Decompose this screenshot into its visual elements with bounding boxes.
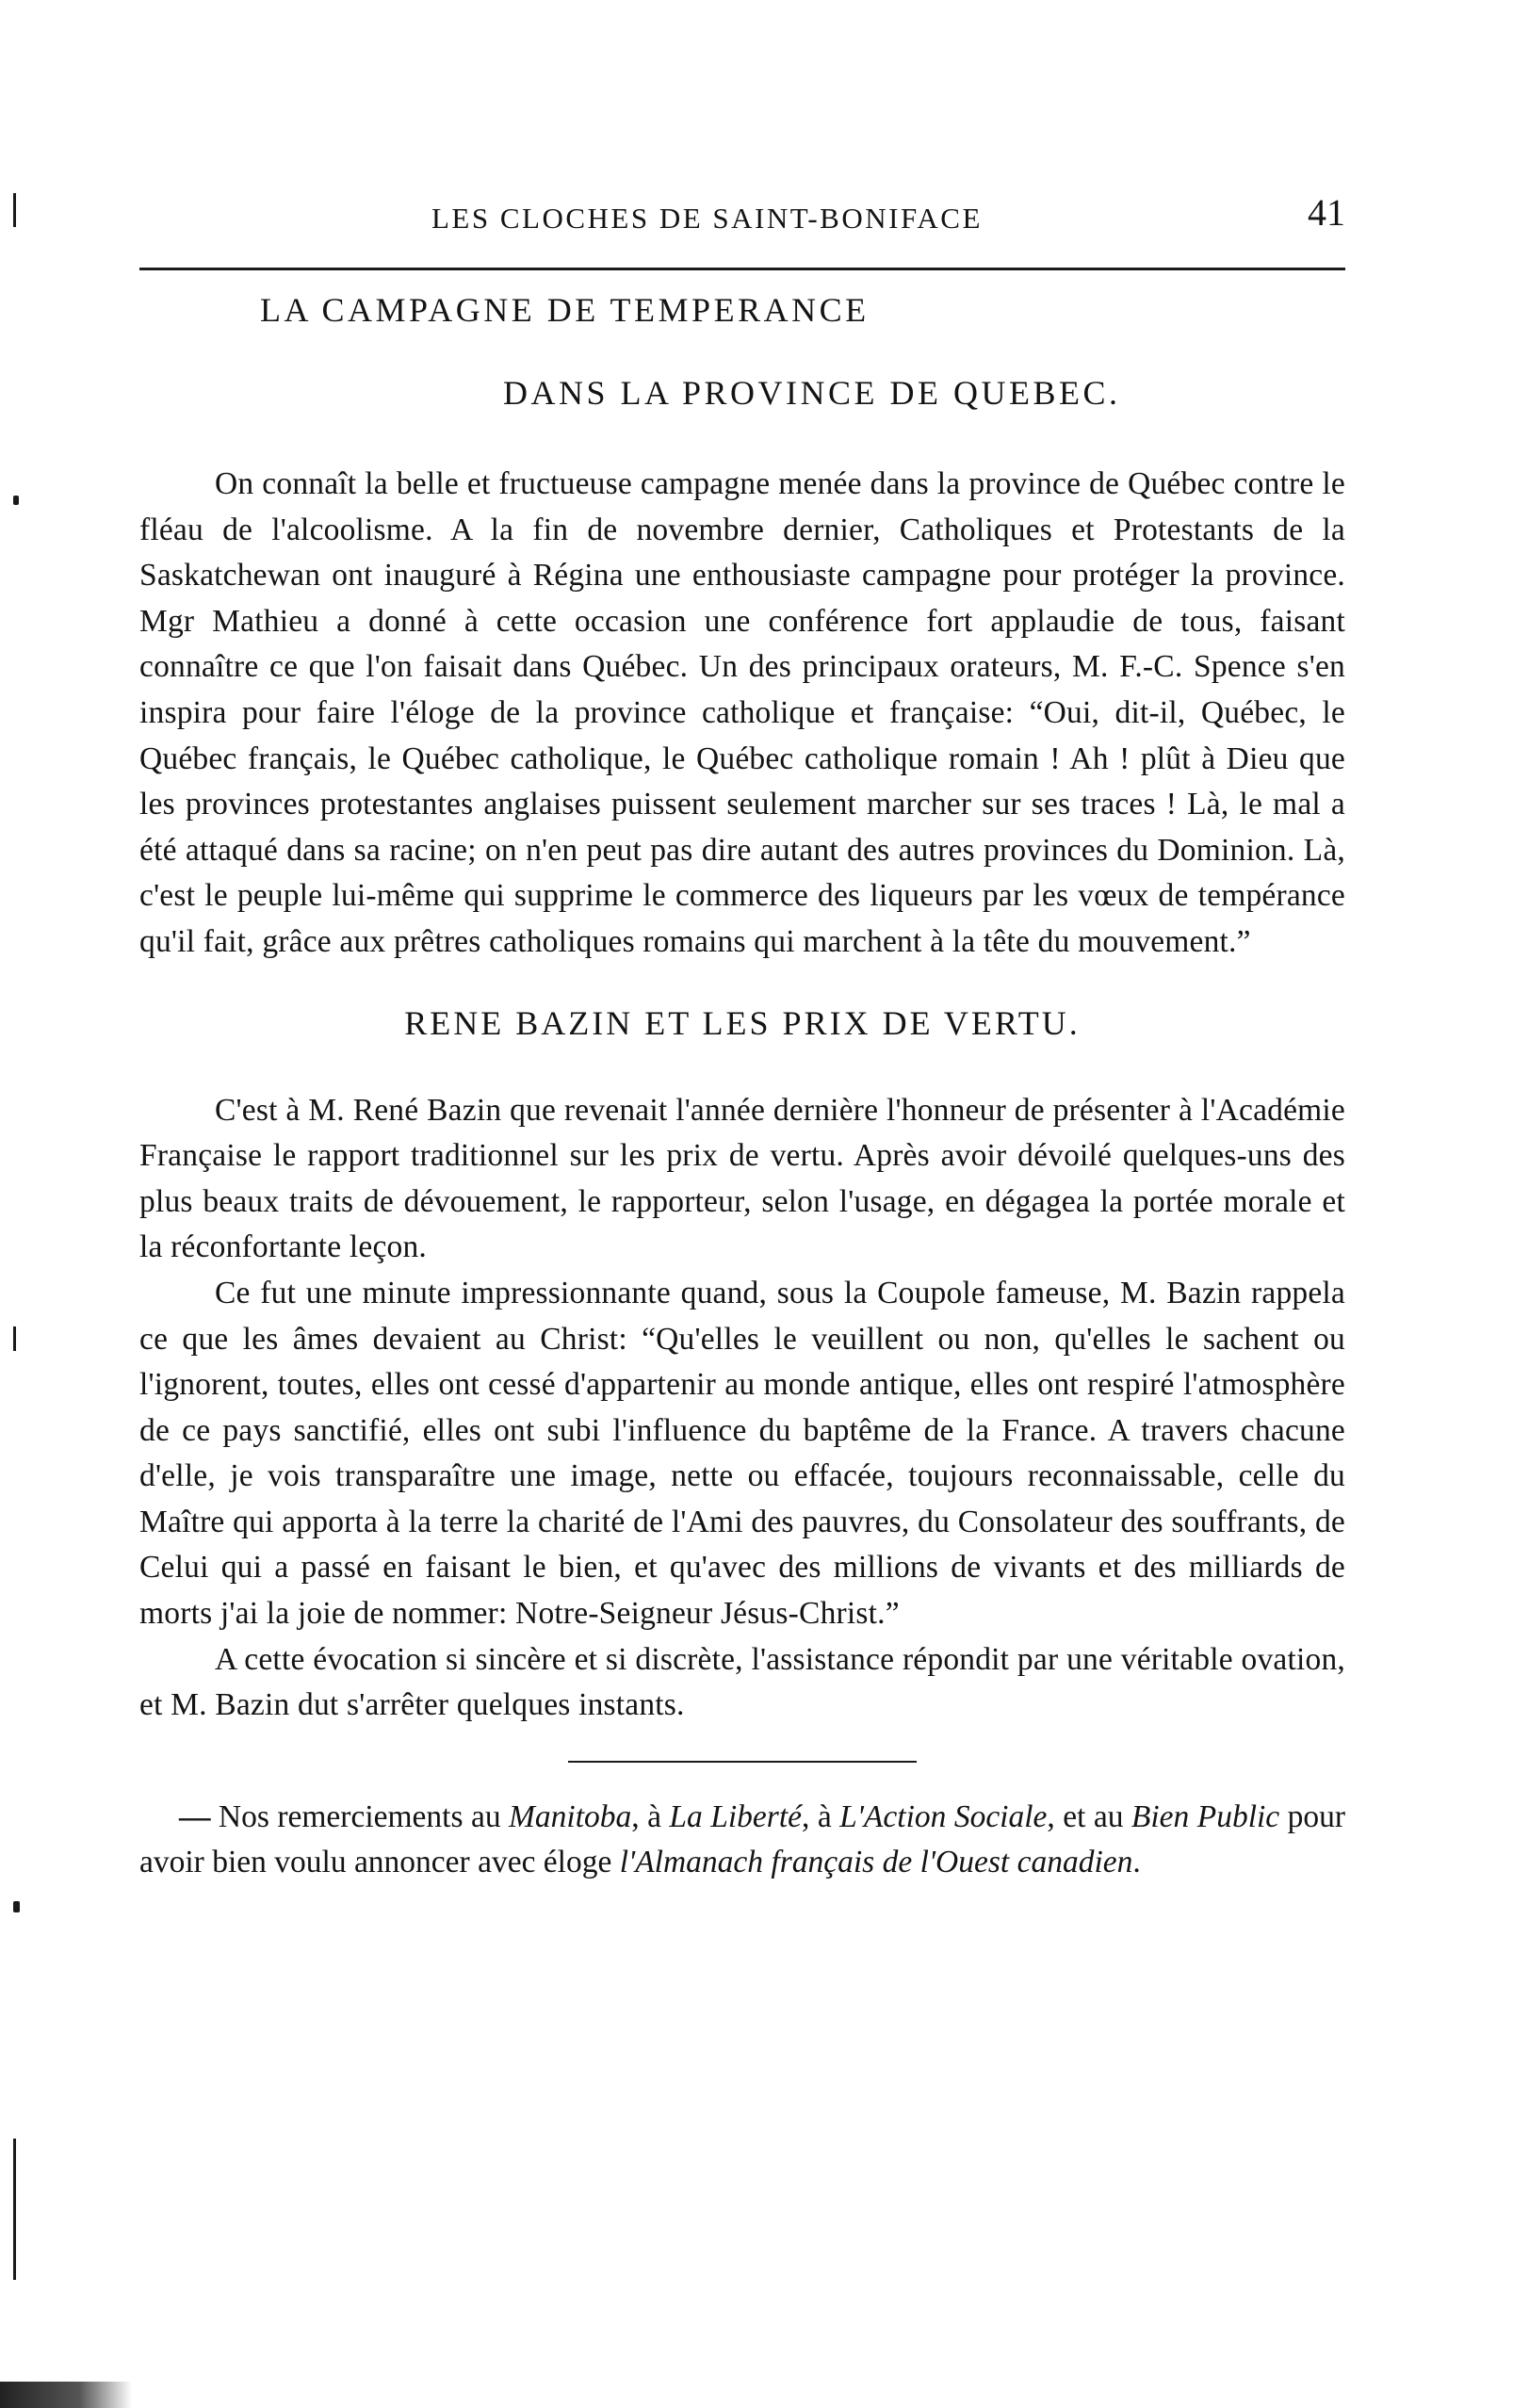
article-temperance-body	[139, 462, 1345, 966]
publication-title: l'Almanach français de l'Ouest canadien	[619, 1845, 1133, 1880]
scan-edge-shadow	[0, 2382, 132, 2408]
note-text: , à	[631, 1798, 670, 1834]
running-title: LES CLOCHES DE SAINT-BONIFACE	[431, 202, 983, 235]
article-heading-bazin: RENE BAZIN ET LES PRIX DE VERTU.	[404, 1003, 1081, 1042]
publication-title: L'Action Sociale	[839, 1798, 1048, 1834]
paragraph: Ce fut une minute impressionnante quand, sous la Coupole fameuse, M. Bazin rappela ce que les âmes devaient au Christ: “Qu'elles le veuillent ou non, qu'elles le sachent ou l'ignorent, toutes, elles ont cessé d'appartenir au monde antique, elles ont respiré l'atmosphère de ce pays sanctifié, elles ont subi l'influence du baptême de la France. A travers chacune d'elle, je vois transparaître une image, nette ou effacée, toujours reconnaissable, celle du Maître qui apporta à la terre la charité de l'Ami des pauvres, du Consolateur des souffrants, de Celui qui a passé en faisant le bien, et qu'avec des millions de vivants et des milliards de morts j'ai la joie de nommer: Notre-Seigneur Jésus-Christ.”	[139, 1275, 1345, 1632]
note-dash: —	[179, 1798, 211, 1834]
scan-margin-mark	[13, 193, 16, 227]
paragraph: A cette évocation si sincère et si discrète, l'assistance répondit par une véritable ovation, et M. Bazin dut s'arrêter quelques instants.	[139, 1641, 1345, 1723]
acknowledgement-note	[139, 1795, 1345, 1886]
note-text: , et au	[1047, 1798, 1131, 1834]
article-subheading-quebec: DANS LA PROVINCE DE QUEBEC.	[503, 374, 1121, 412]
note-text: , à	[802, 1798, 840, 1834]
page-number: 41	[1308, 191, 1345, 234]
scan-margin-mark	[13, 1326, 16, 1351]
note-text: pour avoir bien voulu annoncer avec éloge	[139, 1798, 1346, 1880]
paragraph: On connaît la belle et fructueuse campagne menée dans la province de Québec contre le fléau de l'alcoolisme. A la fin de novembre dernier, Catholiques et Protestants de la Saskatchewan ont inauguré à Régina une enthousiaste campagne pour protéger la province. Mgr Mathieu a donné à cette occasion une conférence fort applaudie de tous, faisant connaître ce que l'on faisait dans Québec. Un des principaux orateurs, M. F.-C. Spence s'en inspira pour faire l'éloge de la province catholique et française: “Oui, dit-il, Québec, le Québec français, le Québec catholique, le Québec catholique romain ! Ah ! plût à Dieu que les provinces protestantes anglaises puissent seulement marcher sur ses traces ! Là, le mal a été attaqué dans sa racine; on n'en peut pas dire autant des autres provinces du Dominion. Là, c'est le peuple lui-même qui supprime le commerce des liqueurs par les vœux de tempérance qu'il fait, grâce aux prêtres catholiques romains qui marchent à la tête du mouvement.”	[139, 466, 1345, 959]
note-text: Nos remerciements au	[210, 1798, 510, 1834]
paragraph: C'est à M. René Bazin que revenait l'année dernière l'honneur de présenter à l'Académie Française le rapport traditionnel sur les prix de vertu. Après avoir dévoilé quelques-uns des plus beaux traits de dévouement, le rapporteur, selon l'usage, en dégagea la portée morale et la réconfortante leçon.	[139, 1092, 1345, 1265]
publication-title: Bien Public	[1130, 1798, 1280, 1834]
article-heading-temperance: LA CAMPAGNE DE TEMPERANCE	[260, 291, 870, 329]
publication-title: Manitoba	[509, 1798, 632, 1834]
article-bazin-body	[139, 1088, 1345, 1729]
scan-margin-mark	[13, 1901, 20, 1912]
page	[139, 188, 1345, 1886]
publication-title: La Liberté	[669, 1798, 803, 1834]
section-divider	[568, 1761, 917, 1763]
running-head	[139, 188, 1345, 245]
scan-margin-mark	[13, 2139, 16, 2280]
header-rule	[139, 268, 1345, 270]
scan-margin-mark	[13, 496, 19, 505]
note-text: .	[1132, 1845, 1141, 1880]
